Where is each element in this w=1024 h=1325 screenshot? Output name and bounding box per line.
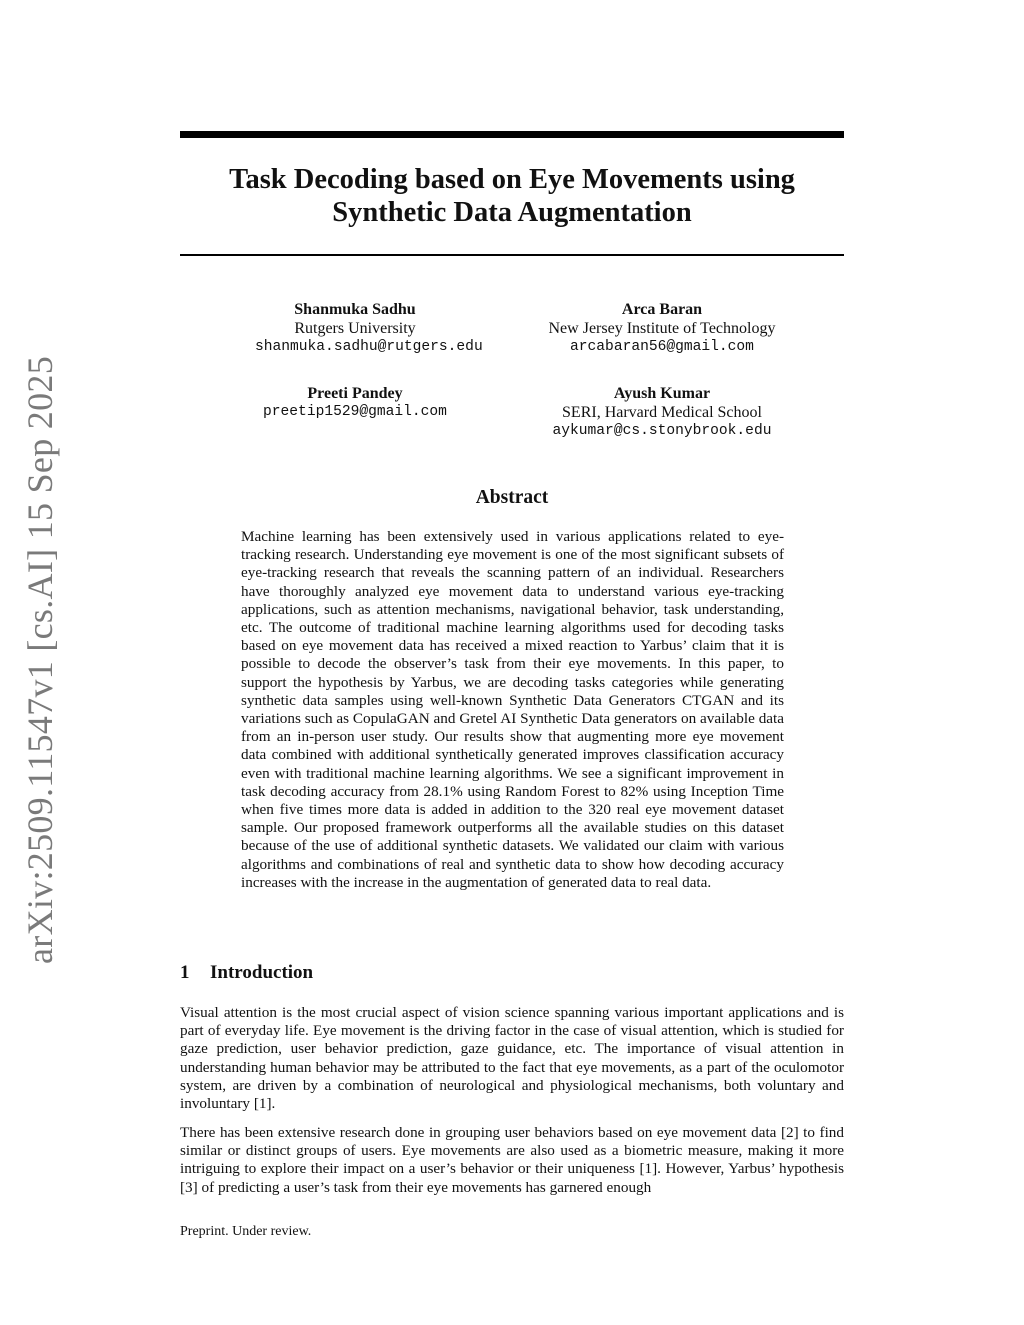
author-block-1 xyxy=(255,300,483,357)
author-block-4 xyxy=(532,384,792,441)
intro-paragraph-1: Visual attention is the most crucial aspect of vision science spanning various important applications and is part of everyday life. Eye movement is the driving factor in the case of visual attention, which is studied for gaze prediction, user behavior prediction, gaze guidance, etc. The importance of visual attention in understanding human behavior may be attributed to the fact that eye movements, as a part of the oculomotor system, are driven by a combination of neurological and physiological mechanisms, both voluntary and involuntary [1]. xyxy=(180,1004,844,1113)
arxiv-stamp-text: arXiv:2509.11547v1 [cs.AI] 15 Sep 2025 xyxy=(20,356,60,964)
author-name: Preeti Pandey xyxy=(307,385,403,402)
title-bottom-rule xyxy=(180,254,844,256)
paper-title: Task Decoding based on Eye Movements using Synthetic Data Augmentation xyxy=(229,164,795,228)
author-affiliation: SERI, Harvard Medical School xyxy=(562,404,762,421)
title-top-rule xyxy=(180,131,844,138)
author-name: Ayush Kumar xyxy=(613,385,711,402)
author-block-3 xyxy=(255,384,455,422)
author-name: Shanmuka Sadhu xyxy=(294,301,416,318)
author-affiliation: New Jersey Institute of Technology xyxy=(548,320,776,337)
author-email: shanmuka.sadhu@rutgers.edu xyxy=(255,339,483,355)
section-heading xyxy=(180,962,313,984)
author-affiliation: Rutgers University xyxy=(294,320,416,337)
section-number: 1 xyxy=(180,962,190,983)
intro-paragraph-2: There has been extensive research done in grouping user behaviors based on eye movement data [2] to find similar or distinct groups of users. Eye movements are also used as a biometric measure, making it more intriguing to explore their impact on a user’s behavior or their uniqueness [1]. However, Yarbus’ hypothesis [3] of predicting a user’s task from their eye movements has garnered enough xyxy=(180,1124,844,1196)
author-email: aykumar@cs.stonybrook.edu xyxy=(552,423,772,439)
footer-note: Preprint. Under review. xyxy=(180,1224,312,1239)
abstract-heading: Abstract xyxy=(475,487,549,508)
author-email: preetip1529@gmail.com xyxy=(263,404,447,420)
author-block-2 xyxy=(532,300,792,357)
abstract-text: Machine learning has been extensively used in various applications related to eye-tracking research. Understanding eye movement is one of the most significant subsets of eye-tracking research that reveals the scanning pattern of an individual. Researchers have thoroughly analyzed eye movement data to understand various eye-tracking applications, such as attention mechanisms, navigational behavior, task understanding, etc. The outcome of traditional machine learning algorithms used for decoding tasks based on eye movement data has received a mixed reaction to Yarbus’ claim that it is possible to decode the observer’s task from their eye movements. In this paper, to support the hypothesis by Yarbus, we are decoding tasks categories while generating synthetic data samples using well-known Synthetic Data Generators CTGAN and its variations such as CopulaGAN and Gretel AI Synthetic Data generators on available data from an in-person user study. Our results show that augmenting more eye movement data combined with additional synthetically generated improves classification accuracy even with traditional machine learning algorithms. We see a significant improvement in task decoding accuracy from 28.1% using Random Forest to 82% using Inception Time when five times more data is added in addition to the 320 real eye movement dataset sample. Our proposed framework outperforms all the available studies on this dataset because of the use of additional synthetic datasets. We validated our claim with various algorithms and combinations of real and synthetic data to show how decoding accuracy increases with the increase in the augmentation of generated data to real data. xyxy=(241,528,784,891)
section-title: Introduction xyxy=(210,962,314,983)
author-name: Arca Baran xyxy=(621,301,703,318)
author-email: arcabaran56@gmail.com xyxy=(570,339,754,355)
